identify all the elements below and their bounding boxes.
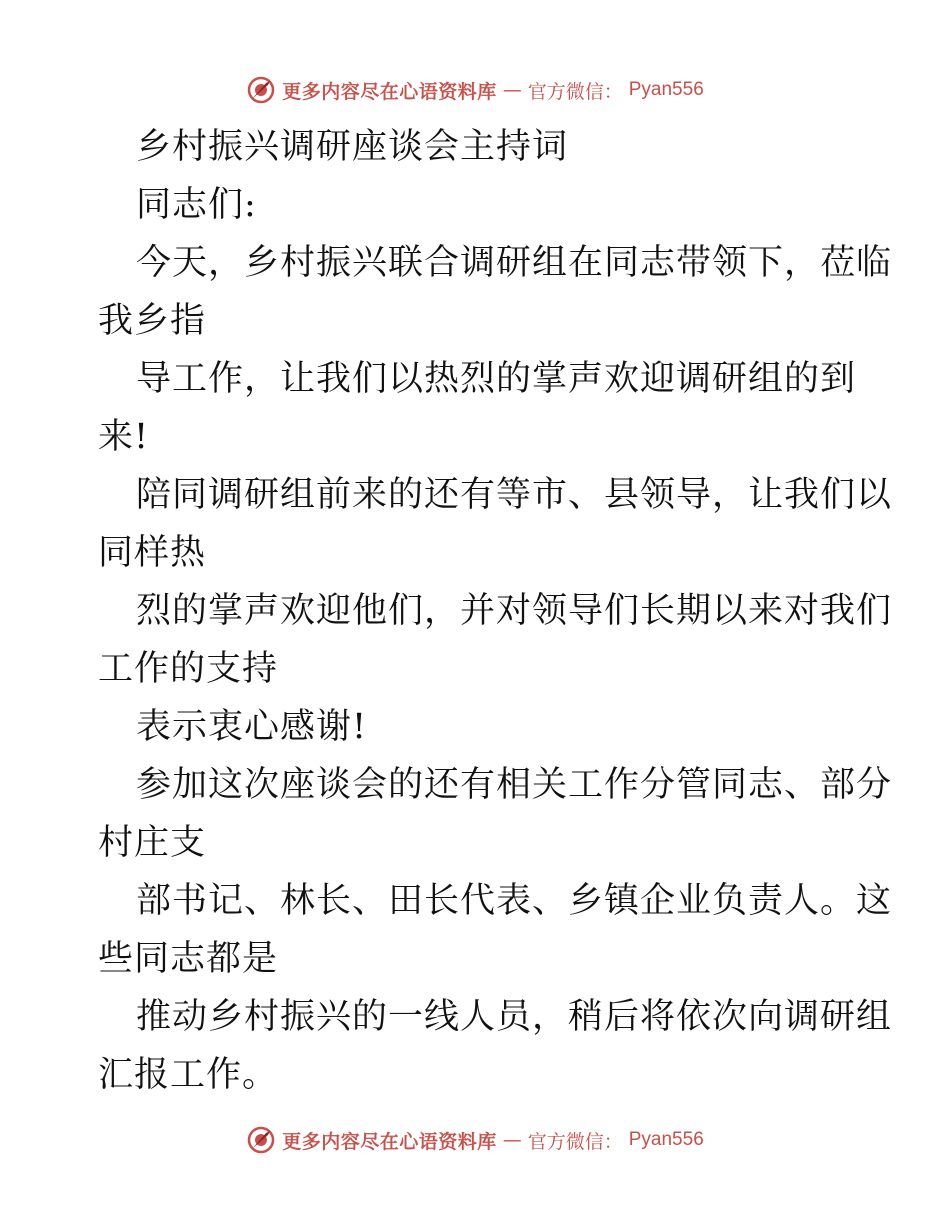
text-line: 推动乡村振兴的一线人员，稍后将依次向调研组 [136,997,893,1037]
text-line: 来! [98,417,150,457]
text-line: 同样热 [98,533,207,573]
watermark-dash: — [502,1129,522,1151]
text-line: 工作的支持 [98,649,279,689]
text-line: 导工作，让我们以热烈的掌声欢迎调研组的到 [136,359,857,399]
document-title: 乡村振兴调研座谈会主持词 [136,127,569,167]
text-line: 陪同调研组前来的还有等市、县领导，让我们以 [136,475,893,515]
watermark-wechat-id: Pyan556 [628,1129,704,1150]
header-watermark [0,70,950,110]
quill-logo-icon [246,1125,276,1155]
text-line: 些同志都是 [98,939,279,979]
footer-watermark [0,1120,950,1160]
watermark-dash: — [502,79,522,101]
watermark-text: 更多内容尽在心语资料库 [282,1130,497,1153]
text-line: 参加这次座谈会的还有相关工作分管同志、部分 [136,765,893,805]
text-line: 部书记、林长、田长代表、乡镇企业负责人。这 [136,881,893,921]
text-line: 村庄支 [98,823,207,863]
text-line: 表示衷心感谢! [136,707,368,747]
watermark-official-label: 官方微信： [527,80,623,103]
watermark-text: 更多内容尽在心语资料库 [282,80,497,103]
text-line: 同志们: [136,185,257,225]
quill-logo-icon [246,75,276,105]
text-line: 我乡指 [98,301,207,341]
document-body [98,118,893,1104]
text-line: 汇报工作。 [98,1055,279,1095]
text-line: 今天，乡村振兴联合调研组在同志带领下，莅临 [136,243,893,283]
watermark-official-label: 官方微信： [527,1130,623,1153]
watermark-wechat-id: Pyan556 [628,79,704,100]
text-line: 烈的掌声欢迎他们，并对领导们长期以来对我们 [136,591,893,631]
